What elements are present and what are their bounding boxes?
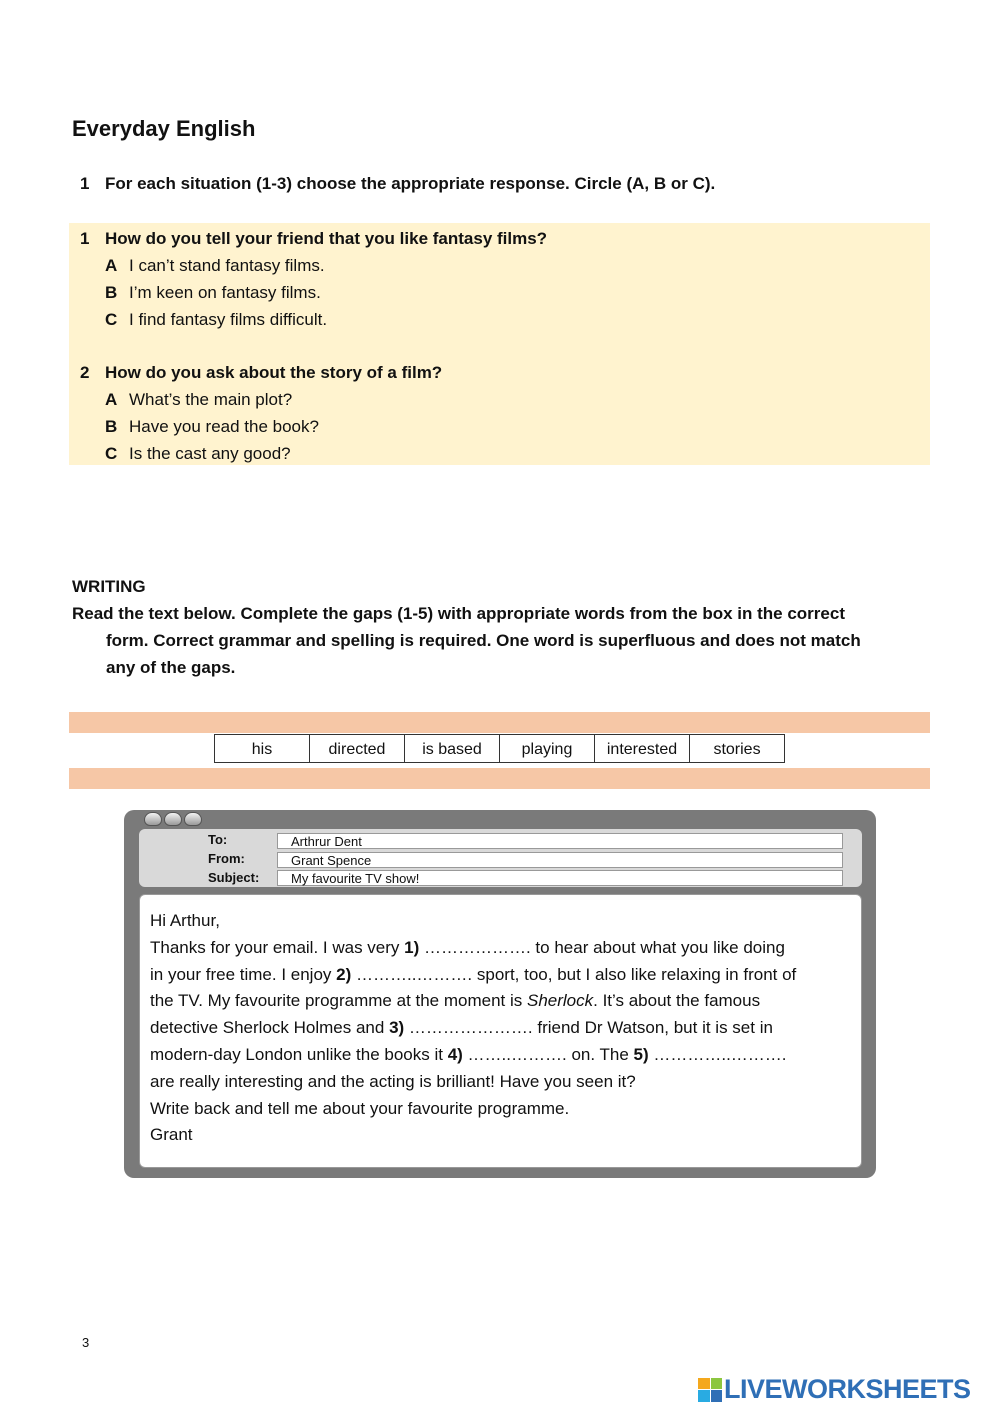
option-c[interactable] (105, 306, 547, 333)
to-label: To: (208, 832, 228, 847)
exercise-instruction-text: For each situation (1-3) choose the appropriate response. Circle (A, B or C). (105, 174, 716, 193)
from-field: Grant Spence (277, 852, 843, 868)
gap-1: 1) (404, 937, 420, 957)
word-box-item: directed (309, 735, 404, 762)
option-c[interactable] (105, 440, 442, 467)
word-box-item: interested (594, 735, 689, 762)
option-letter: B (105, 417, 118, 436)
option-text: Have you read the book? (129, 417, 319, 436)
option-a[interactable] (105, 386, 442, 413)
word-box-item: stories (689, 735, 784, 762)
email-body (150, 908, 855, 1149)
show-title: Sherlock (527, 991, 594, 1011)
option-text: I can’t stand fantasy films. (129, 256, 325, 275)
gap-2: 2) (336, 964, 352, 984)
question-2-prompt (80, 359, 442, 386)
writing-heading: WRITING (72, 577, 146, 596)
option-letter: A (105, 390, 118, 409)
question-text: How do you tell your friend that you like fantasy films? (105, 229, 548, 248)
gap-4: 4) (447, 1044, 463, 1064)
option-text: Is the cast any good? (129, 444, 291, 463)
word-box (214, 734, 785, 763)
email-signoff: Grant (150, 1125, 193, 1145)
email-line: detective Sherlock Holmes and 3) …………………. friend Dr Watson, but it is set in (150, 1018, 773, 1038)
email-line: in your free time. I enjoy 2) ………..………. sport, too, but I also like relaxing in front of (150, 964, 797, 984)
question-text: How do you ask about the story of a film? (105, 363, 443, 382)
option-letter: C (105, 310, 118, 329)
question-number: 1 (80, 229, 90, 248)
question-1-prompt (80, 225, 547, 252)
option-a[interactable] (105, 252, 547, 279)
option-text: What’s the main plot? (129, 390, 293, 409)
window-dot-icon (164, 812, 182, 826)
question-number: 2 (80, 363, 90, 382)
word-box-item: his (251, 741, 273, 758)
writing-instruction-line: form. Correct grammar and spelling is required. One word is superfluous and does not match (106, 631, 861, 650)
question-2 (80, 359, 442, 467)
email-line: modern-day London unlike the books it 4) ……..………. on. The 5) …………..………. (150, 1044, 787, 1064)
option-letter: B (105, 283, 118, 302)
window-dot-icon (144, 812, 162, 826)
exercise-number: 1 (80, 174, 90, 193)
word-box-item: is based (404, 735, 499, 762)
exercise-instruction (80, 174, 715, 194)
option-b[interactable] (105, 413, 442, 440)
page-number: 3 (82, 1335, 90, 1350)
writing-instruction-line: any of the gaps. (106, 658, 236, 677)
brand-name: LIVEWORKSHEETS (724, 1374, 971, 1404)
brand-logo (698, 1374, 971, 1405)
section-title: Everyday English (72, 116, 256, 141)
email-line: Thanks for your email. I was very 1) ………………. to hear about what you like doing (150, 937, 785, 957)
gap-3: 3) (389, 1018, 405, 1038)
email-line: are really interesting and the acting is brilliant! Have you seen it? (150, 1071, 636, 1091)
subject-field: My favourite TV show! (277, 870, 843, 886)
word-box-item: playing (499, 735, 594, 762)
option-letter: C (105, 444, 118, 463)
email-line: Write back and tell me about your favourite programme. (150, 1098, 570, 1118)
word-box-band-bottom (69, 768, 930, 789)
question-panel (69, 223, 930, 465)
liveworksheets-logo-icon (698, 1378, 722, 1402)
gap-5: 5) (633, 1044, 649, 1064)
window-dot-icon (184, 812, 202, 826)
email-greeting: Hi Arthur, (150, 911, 220, 930)
to-field: Arthrur Dent (277, 833, 843, 849)
window-controls (144, 812, 202, 826)
writing-instruction (72, 600, 932, 681)
option-text: I find fantasy films difficult. (129, 310, 328, 329)
option-b[interactable] (105, 279, 547, 306)
option-text: I’m keen on fantasy films. (129, 283, 321, 302)
word-box-band-top (69, 712, 930, 733)
writing-instruction-line: Read the text below. Complete the gaps (1-5) with appropriate words from the box in the correct (72, 604, 845, 623)
email-line: the TV. My favourite programme at the moment is Sherlock. It’s about the famous (150, 991, 761, 1011)
from-label: From: (208, 851, 245, 866)
question-1 (80, 225, 547, 333)
subject-label: Subject: (208, 870, 260, 885)
option-letter: A (105, 256, 118, 275)
